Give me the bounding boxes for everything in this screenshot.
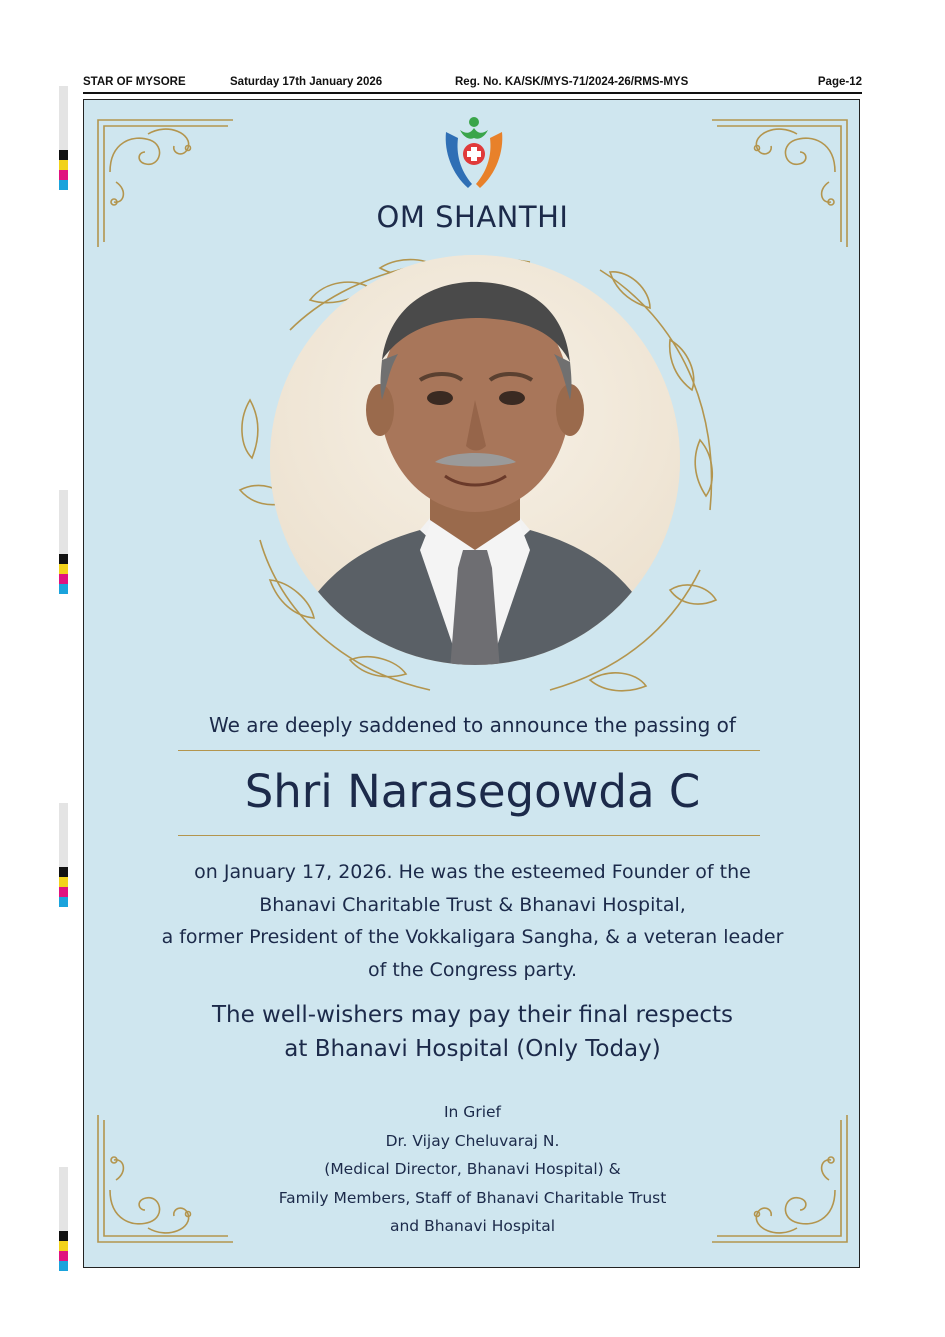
- body-line: Bhanavi Charitable Trust & Bhanavi Hospital,: [259, 893, 686, 916]
- masthead: [83, 74, 862, 94]
- hands-caring-cross-logo-icon: [442, 112, 506, 192]
- portrait-with-wreath: [230, 250, 730, 710]
- intro-text: We are deeply saddened to announce the passing of: [209, 713, 736, 737]
- color-registration-bar: [59, 490, 68, 594]
- deceased-name: Shri Narasegowda C: [244, 765, 701, 818]
- grief-line: Dr. Vijay Cheluvaraj N.: [385, 1131, 560, 1150]
- respects-line: at Bhanavi Hospital (Only Today): [284, 1036, 661, 1062]
- body-line: of the Congress party.: [367, 958, 578, 981]
- obituary-body: [0, 856, 945, 986]
- grief-line: (Medical Director, Bhanavi Hospital) &: [324, 1160, 621, 1178]
- portrait-photo-man-in-suit: [230, 250, 730, 710]
- body-line: a former President of the Vokkaligara Sangha, & a veteran leader: [161, 926, 784, 948]
- body-line: on January 17, 2026. He was the esteemed Founder of the: [194, 861, 751, 883]
- in-grief-block: [0, 1098, 945, 1241]
- divider-top: [178, 750, 760, 751]
- color-registration-bar: [59, 86, 68, 190]
- respects-line: The well-wishers may pay their final respects: [211, 1002, 734, 1028]
- registration-number: Reg. No. KA/SK/MYS-71/2024-26/RMS-MYS: [455, 76, 689, 88]
- page-title: OM SHANTHI: [376, 200, 569, 234]
- respects-notice: [0, 998, 945, 1066]
- grief-line: Family Members, Staff of Bhanavi Charitable Trust: [278, 1188, 667, 1207]
- grief-line: and Bhanavi Hospital: [389, 1217, 555, 1235]
- grief-heading: In Grief: [443, 1103, 501, 1121]
- page-number: Page-12: [817, 76, 862, 88]
- masthead-rule: [83, 92, 862, 94]
- divider-bottom: [178, 835, 760, 836]
- newspaper-name: STAR OF MYSORE: [83, 76, 186, 88]
- issue-date: Saturday 17th January 2026: [230, 76, 383, 88]
